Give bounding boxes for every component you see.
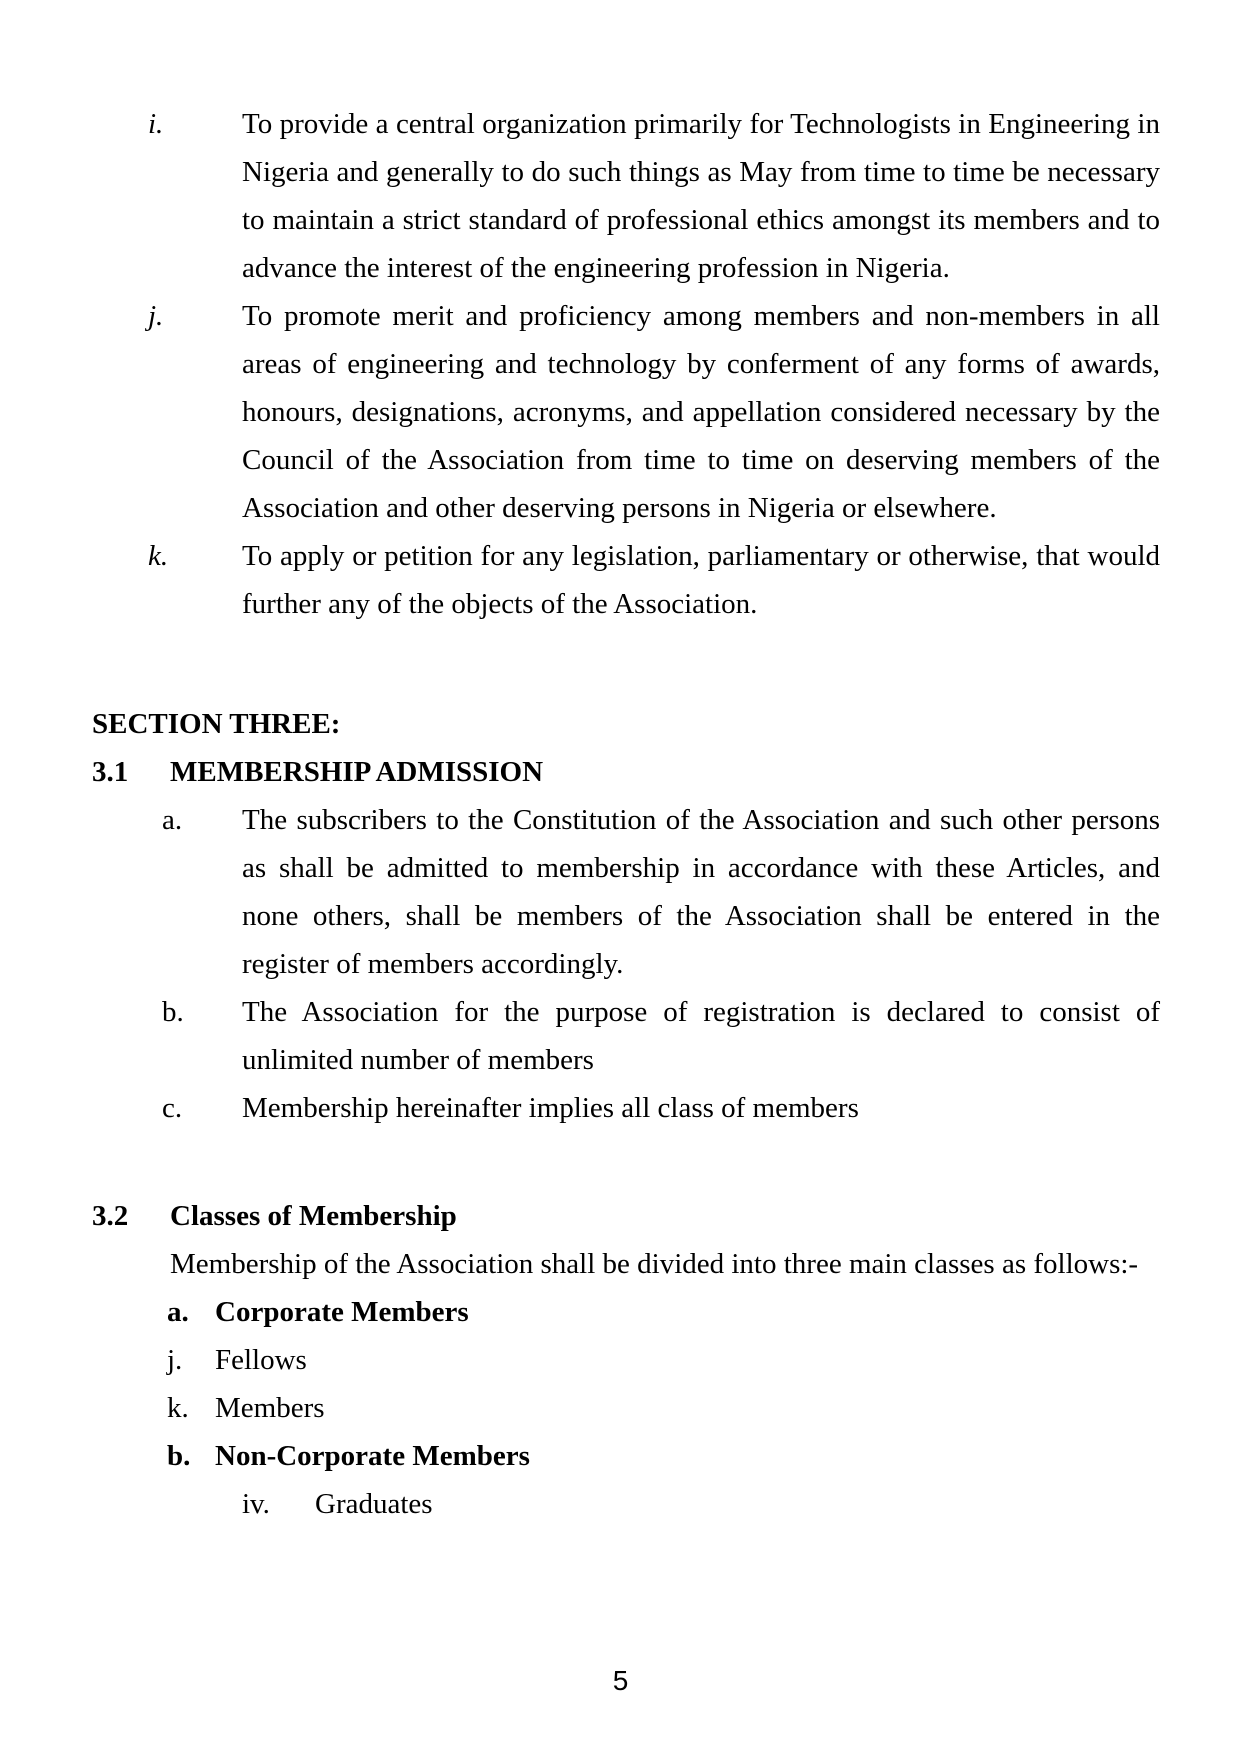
list-item-text: Membership hereinafter implies all class of members bbox=[242, 1092, 859, 1124]
subsection-number: 3.2 bbox=[92, 1200, 129, 1232]
class-row-graduates bbox=[92, 1480, 1160, 1528]
class-label: Members bbox=[215, 1392, 325, 1424]
subsection-3-2-heading bbox=[92, 1192, 1160, 1240]
list-marker: a. bbox=[162, 804, 183, 836]
list-item-text: To promote merit and proficiency among members and non-members in all areas of engineering and technology by conferment of any forms of awards, honours, designations, acronyms, and appellation considered necessary by the Council of the Association from time to time on deserving members of the Association and other deserving persons in Nigeria or elsewhere. bbox=[242, 300, 1160, 524]
list-item-k bbox=[92, 532, 1160, 628]
classes-intro-paragraph: Membership of the Association shall be divided into three main classes as follows:- bbox=[170, 1248, 1139, 1280]
class-label: Non-Corporate Members bbox=[215, 1440, 530, 1472]
list-item-text: The subscribers to the Constitution of the Association and such other persons as shall be admitted to membership in accordance with these Articles, and none others, shall be members of the Association shall be entered in the register of members accordingly. bbox=[242, 804, 1160, 980]
class-row-corporate bbox=[92, 1288, 1160, 1336]
list-marker: c. bbox=[162, 1092, 183, 1124]
class-row-members bbox=[92, 1384, 1160, 1432]
objects-list bbox=[92, 100, 1160, 628]
list-marker: a. bbox=[167, 1296, 189, 1328]
list-item-text: To provide a central organization primarily for Technologists in Engineering in Nigeria and generally to do such things as May from time to time be necessary to maintain a strict standard of professional ethics amongst its members and to advance the interest of the engineering profession in Nigeria. bbox=[242, 108, 1160, 284]
section-spacer bbox=[92, 1132, 1160, 1192]
list-marker: i. bbox=[148, 108, 164, 140]
list-item-b bbox=[92, 988, 1160, 1084]
list-marker: b. bbox=[167, 1440, 191, 1472]
list-item-c bbox=[92, 1084, 1160, 1132]
membership-classes-list bbox=[92, 1288, 1160, 1528]
subsection-title: Classes of Membership bbox=[170, 1200, 457, 1232]
list-marker: k. bbox=[148, 540, 169, 572]
subsection-number: 3.1 bbox=[92, 756, 129, 788]
membership-admission-list bbox=[92, 796, 1160, 1132]
class-label: Corporate Members bbox=[215, 1296, 469, 1328]
class-label: Graduates bbox=[315, 1488, 433, 1520]
list-marker: iv. bbox=[242, 1488, 270, 1520]
list-marker: j. bbox=[167, 1344, 183, 1376]
list-marker: k. bbox=[167, 1392, 189, 1424]
class-label: Fellows bbox=[215, 1344, 307, 1376]
page-number: 5 bbox=[612, 1665, 629, 1696]
list-item-a bbox=[92, 796, 1160, 988]
list-marker: j. bbox=[148, 300, 164, 332]
class-row-fellows bbox=[92, 1336, 1160, 1384]
class-row-non-corporate bbox=[92, 1432, 1160, 1480]
list-marker: b. bbox=[162, 996, 184, 1028]
subsection-3-1-heading bbox=[92, 748, 1160, 796]
list-item-text: To apply or petition for any legislation, parliamentary or otherwise, that would further any of the objects of the Association. bbox=[242, 540, 1160, 620]
section-three-heading: SECTION THREE: bbox=[92, 708, 341, 740]
list-item-i bbox=[92, 100, 1160, 292]
list-item-text: The Association for the purpose of registration is declared to consist of unlimited number of members bbox=[242, 996, 1160, 1076]
subsection-title: MEMBERSHIP ADMISSION bbox=[170, 756, 544, 788]
list-item-j bbox=[92, 292, 1160, 532]
section-spacer bbox=[92, 628, 1160, 700]
